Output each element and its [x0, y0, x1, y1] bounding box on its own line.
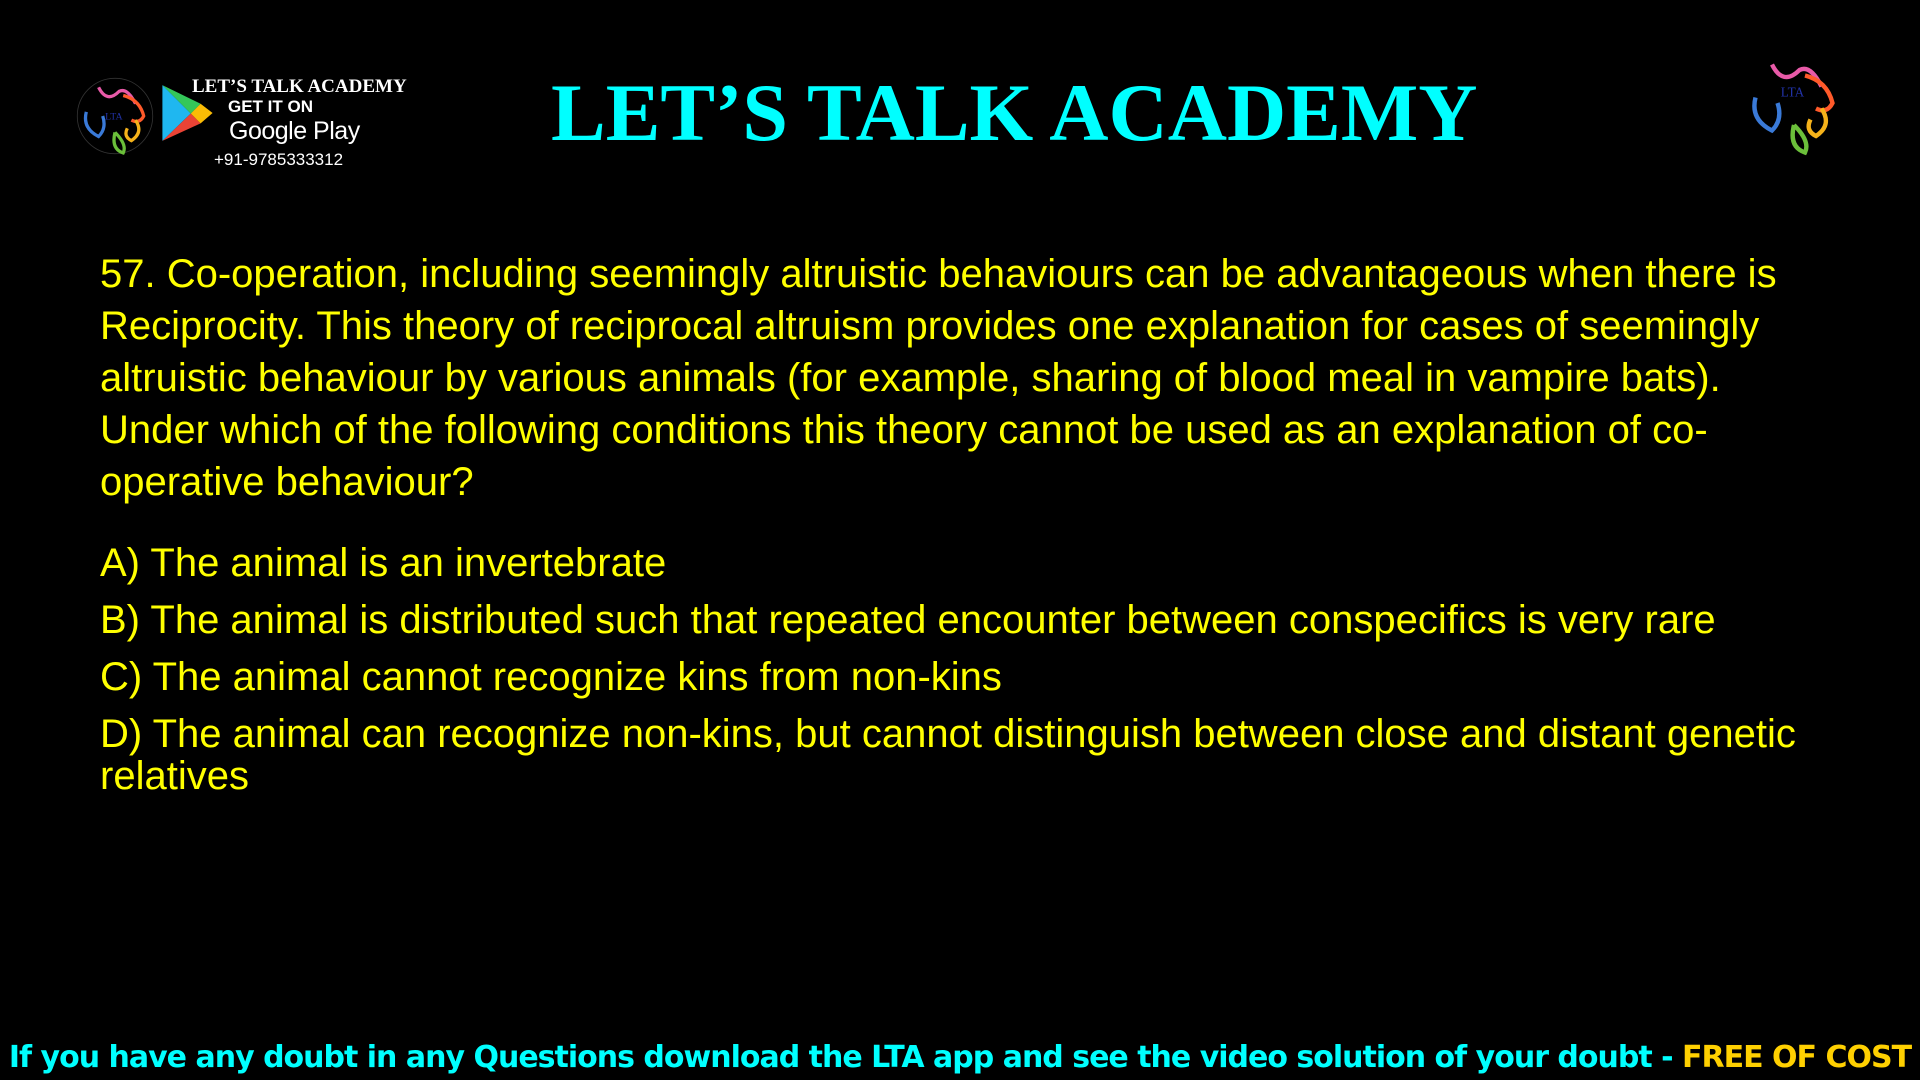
lta-logo-icon — [74, 75, 156, 157]
footer-highlight: FREE OF COST — [1682, 1040, 1912, 1075]
app-name: LET’S TALK ACADEMY — [192, 76, 407, 97]
footer-text: If you have any doubt in any Questions download the LTA app and see the video solution of your doubt - — [8, 1040, 1683, 1075]
option-c[interactable]: C) The animal cannot recognize kins from non-kins — [100, 655, 1002, 699]
google-play-link[interactable]: Google Play — [229, 117, 360, 145]
phone-number: +91-9785333312 — [214, 150, 344, 169]
page-title: LET’S TALK ACADEMY — [551, 67, 1478, 158]
svg-text:LTA: LTA — [1780, 84, 1805, 100]
option-a[interactable]: A) The animal is an invertebrate — [100, 541, 667, 585]
option-b[interactable]: B) The animal is distributed such that repeated encounter between conspecifics is very rare — [100, 598, 1716, 642]
svg-text:LTA: LTA — [105, 111, 123, 123]
lta-logo-icon — [1738, 48, 1850, 158]
footer-banner — [0, 1040, 1920, 1075]
option-d[interactable]: D) The animal can recognize non-kins, but cannot distinguish between close and distant genetic relatives — [100, 712, 1796, 798]
get-it-on-label: GET IT ON — [228, 97, 313, 116]
question-text: 57. Co-operation, including seemingly altruistic behaviours can be advantageous when there is Reciprocity. This theory of reciprocal altruism provides one explanation for cases of seemingly altruistic behaviour by various animals (for example, sharing of blood meal in vampire bats). Under which of the following conditions this theory cannot be used as an explanation of co-operative behaviour? — [100, 252, 1777, 504]
